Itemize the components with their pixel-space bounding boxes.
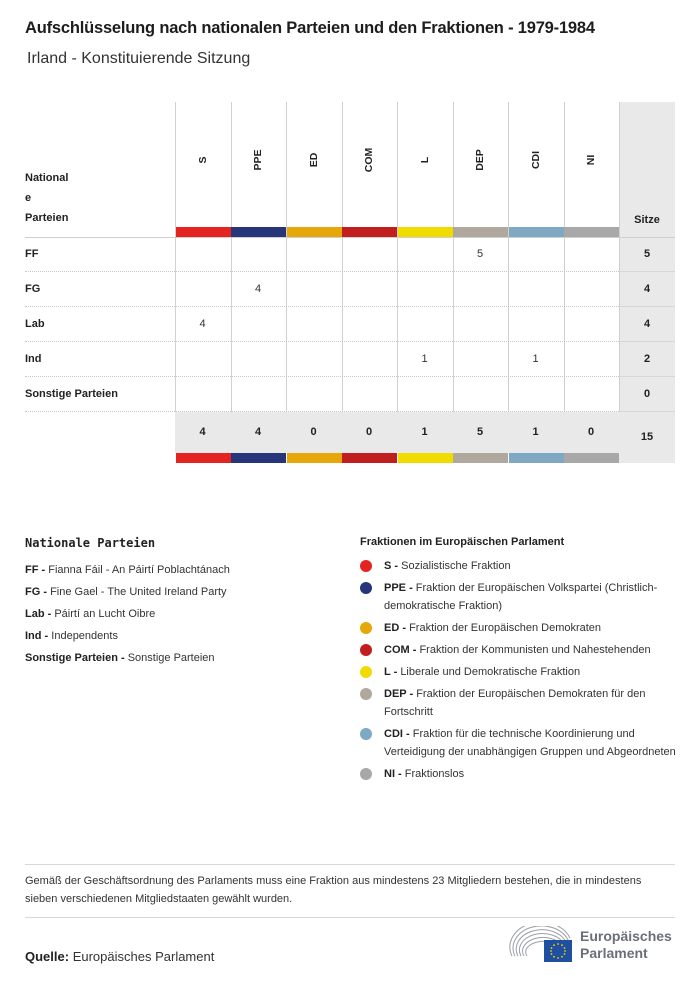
footer-color-bar-com	[342, 453, 397, 463]
footer-color-bar-cdi	[509, 453, 564, 463]
header-color-bar-ed	[287, 227, 342, 237]
row-seat-total: 2	[643, 353, 651, 365]
party-full-name: Independents	[51, 630, 118, 642]
color-dot-icon	[360, 644, 372, 656]
group-full-name: Fraktion für die technische Koordinierung und Verteidigung der unabhängigen Gruppen und Abgeordneten	[384, 728, 676, 758]
footer-color-bar-ni	[564, 453, 619, 463]
group-legend-item	[360, 685, 680, 721]
footer-color-bar-ed	[287, 453, 342, 463]
column-total: 4	[199, 426, 206, 438]
column-header-ni: NI	[585, 154, 597, 166]
column-total: 0	[587, 426, 595, 438]
row-seat-total: 5	[643, 248, 651, 260]
group-legend-item	[360, 557, 680, 575]
national-legend-title: Nationale Parteien	[25, 536, 156, 550]
party-full-name: Fianna Fáil - An Páirtí Poblachtánach	[48, 564, 230, 576]
party-full-name: Sonstige Parteien	[127, 652, 215, 664]
seat-cell: 4	[254, 283, 262, 295]
grand-total: 15	[640, 431, 654, 443]
column-total: 0	[365, 426, 373, 438]
column-total: 1	[532, 426, 539, 438]
national-legend-item	[25, 581, 230, 603]
source-value: Europäisches Parlament	[72, 949, 215, 964]
source-line	[25, 949, 214, 964]
national-legend-item	[25, 647, 230, 669]
ep-logo	[508, 926, 678, 966]
color-dot-icon	[360, 560, 372, 572]
group-legend-item	[360, 765, 680, 783]
header-color-bar-dep	[453, 227, 508, 237]
party-code: FF -	[25, 564, 46, 576]
seats-header: Sitze	[634, 214, 660, 226]
seat-cell: 1	[421, 353, 428, 365]
group-code: DEP -	[384, 688, 414, 700]
row-seat-total: 0	[643, 388, 651, 400]
footer-color-bar-dep	[453, 453, 508, 463]
color-dot-icon	[360, 582, 372, 594]
page-subtitle: Irland - Konstituierende Sitzung	[27, 50, 251, 67]
column-total: 1	[421, 426, 428, 438]
party-full-name: Páirtí an Lucht Oibre	[54, 608, 156, 620]
table-row	[25, 342, 675, 377]
header-color-bar-ni	[564, 227, 619, 237]
column-header-l: L	[418, 156, 431, 164]
page-title: Aufschlüsselung nach nationalen Parteien und den Fraktionen - 1979-1984	[25, 19, 595, 37]
table-row	[25, 377, 675, 412]
header-color-bar-s	[176, 227, 231, 237]
source-label: Quelle:	[25, 949, 70, 964]
column-header-com: COM	[363, 147, 375, 173]
party-name: FF	[25, 248, 39, 260]
groups-legend	[360, 536, 680, 787]
column-header-ppe: PPE	[252, 149, 264, 171]
national-parties-header: National e Parteien	[25, 172, 69, 224]
national-parties-legend	[25, 536, 230, 669]
column-header-ed: ED	[307, 152, 320, 168]
row-seat-total: 4	[643, 283, 651, 295]
party-code: Lab -	[25, 608, 52, 620]
color-dot-icon	[360, 728, 372, 740]
group-code: PPE -	[384, 582, 413, 594]
footer-color-bar-ppe	[231, 453, 286, 463]
group-code: ED -	[384, 622, 406, 634]
column-total: 4	[254, 426, 262, 438]
group-code: CDI -	[384, 728, 410, 740]
group-legend-item	[360, 641, 680, 659]
national-legend-item	[25, 603, 230, 625]
column-total: 0	[310, 426, 317, 438]
divider	[25, 864, 675, 865]
group-legend-item	[360, 663, 680, 681]
column-total: 5	[476, 426, 484, 438]
groups-legend-title: Fraktionen im Europäischen Parlament	[360, 536, 565, 548]
logo-text: Europäisches Parlament	[580, 928, 672, 961]
national-legend-item	[25, 559, 230, 581]
party-code: Ind -	[25, 630, 49, 642]
group-full-name: Fraktion der Europäischen Demokraten	[409, 622, 602, 634]
footer-color-bar-l	[398, 453, 453, 463]
header-color-bar-ppe	[231, 227, 286, 237]
table-row	[25, 272, 675, 307]
group-full-name: Fraktion der Europäischen Demokraten für den Fortschritt	[384, 688, 646, 718]
column-header-cdi: CDI	[529, 150, 542, 170]
seat-cell: 5	[476, 248, 484, 260]
group-code: COM -	[384, 644, 417, 656]
table-row	[25, 237, 675, 272]
divider	[25, 917, 675, 918]
group-full-name: Fraktion der Kommunisten und Nahestehenden	[419, 644, 651, 656]
group-full-name: Sozialistische Fraktion	[401, 560, 511, 572]
row-seat-total: 4	[643, 318, 651, 330]
group-full-name: Fraktionslos	[404, 768, 465, 780]
color-dot-icon	[360, 622, 372, 634]
footnote: Gemäß der Geschäftsordnung des Parlaments muss eine Fraktion aus mindestens 23 Mitgliedern bestehen, die in mindestens sieben verschiedenen Mitgliedstaaten gewählt wurden.	[25, 875, 642, 905]
group-code: S -	[384, 560, 399, 572]
column-header-dep: DEP	[474, 149, 486, 171]
seat-cell: 1	[532, 353, 539, 365]
table-row	[25, 307, 675, 342]
group-full-name: Liberale und Demokratische Fraktion	[400, 666, 581, 678]
color-dot-icon	[360, 688, 372, 700]
parliament-hemicycle-icon	[508, 926, 574, 964]
group-code: L -	[384, 666, 398, 678]
color-dot-icon	[360, 768, 372, 780]
header-color-bar-l	[398, 227, 453, 237]
header-color-bar-com	[342, 227, 397, 237]
party-name: Lab	[25, 318, 45, 330]
party-full-name: Fine Gael - The United Ireland Party	[50, 586, 227, 598]
party-name: Sonstige Parteien	[25, 388, 118, 400]
group-full-name: Fraktion der Europäischen Volkspartei (Christlich-demokratische Fraktion)	[384, 582, 658, 612]
group-code: NI -	[384, 768, 402, 780]
header-color-bar-cdi	[509, 227, 564, 237]
group-legend-item	[360, 619, 680, 637]
national-legend-item	[25, 625, 230, 647]
column-header-s: S	[196, 156, 209, 164]
party-name: FG	[25, 283, 41, 295]
party-code: Sonstige Parteien -	[25, 652, 125, 664]
footer-color-bar-s	[176, 453, 231, 463]
party-name: Ind	[25, 353, 42, 365]
seat-cell: 4	[199, 318, 206, 330]
party-code: FG -	[25, 586, 47, 598]
group-legend-item	[360, 579, 680, 615]
group-legend-item	[360, 725, 680, 761]
color-dot-icon	[360, 666, 372, 678]
